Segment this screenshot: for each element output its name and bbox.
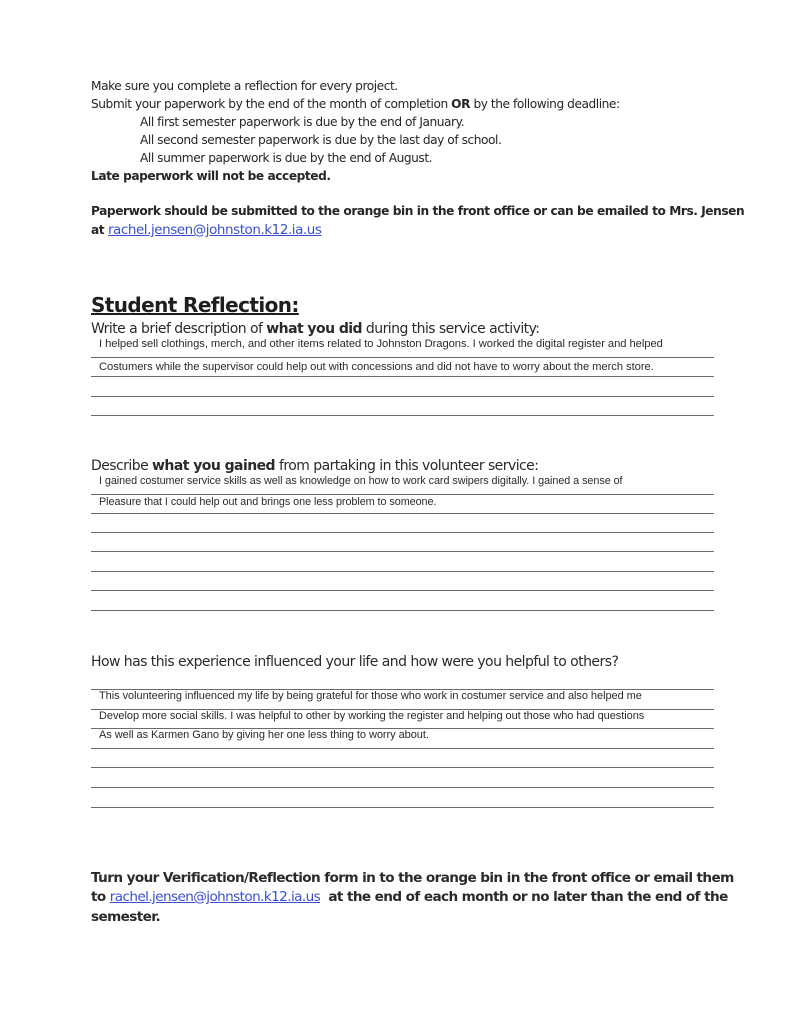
deadline-summer: All summer paperwork is due by the end of August.: [140, 151, 433, 165]
footer-email-link[interactable]: rachel.jensen@johnston.k12.ia.us: [109, 889, 321, 905]
answer-3-line-2[interactable]: Develop more social skills. I was helpful to other by working the register and helping out those who had questions: [99, 710, 645, 722]
email-link[interactable]: rachel.jensen@johnston.k12.ia.us: [107, 222, 322, 238]
answer-rule: [91, 494, 714, 495]
answer-rule: [91, 415, 714, 416]
footer-line-2: [91, 889, 728, 905]
answer-rule: [91, 376, 714, 377]
answer-rule: [91, 787, 714, 788]
answer-rule: [91, 610, 714, 611]
answer-rule: [91, 396, 714, 397]
instruction-or-emphasis: OR: [451, 97, 471, 111]
answer-3-line-3[interactable]: As well as Karmen Gano by giving her one less thing to worry about.: [99, 729, 429, 741]
submission-instructions: Paperwork should be submitted to the orange bin in the front office or can be emailed to Mrs. Jensen: [91, 204, 745, 218]
answer-rule: [91, 357, 714, 358]
question-1-post: during this service activity:: [362, 321, 540, 337]
question-2-pre: Describe: [91, 458, 153, 474]
answer-3-line-1[interactable]: This volunteering influenced my life by being grateful for those who work in costumer service and also helped me: [99, 690, 642, 702]
question-what-you-did: [91, 321, 539, 337]
deadline-first-semester: All first semester paperwork is due by the end of January.: [140, 115, 465, 129]
answer-rule: [91, 807, 714, 808]
answer-rule: [91, 748, 714, 749]
instruction-line-1: Make sure you complete a reflection for every project.: [91, 79, 398, 93]
footer-to-label: to: [91, 889, 110, 905]
instruction-line-2: [91, 97, 620, 111]
question-2-post: from partaking in this volunteer service:: [275, 458, 539, 474]
answer-1-line-1[interactable]: I helped sell clothings, merch, and other items related to Johnston Dragons. I worked the digital register and helped: [99, 338, 663, 350]
reflection-title: Student Reflection:: [91, 293, 299, 317]
answer-rule: [91, 532, 714, 533]
answer-1-line-2[interactable]: Costumers while the supervisor could help out with concessions and did not have to worry about the merch store.: [99, 361, 654, 373]
answer-rule: [91, 590, 714, 591]
footer-line-2-post: at the end of each month or no later than the end of the: [320, 889, 728, 905]
question-influence: How has this experience influenced your life and how were you helpful to others?: [91, 654, 619, 670]
answer-2-line-1[interactable]: I gained costumer service skills as well as knowledge on how to work card swipers digitally. I gained a sense of: [99, 475, 623, 487]
answer-rule: [91, 571, 714, 572]
question-1-emphasis: what you did: [266, 321, 363, 337]
answer-rule: [91, 551, 714, 552]
question-1-pre: Write a brief description of: [91, 321, 267, 337]
late-paperwork-notice: Late paperwork will not be accepted.: [91, 169, 331, 183]
footer-line-3: semester.: [91, 909, 161, 925]
submission-email-line: [91, 222, 321, 238]
answer-rule: [91, 513, 714, 514]
submission-at-label: at: [91, 223, 108, 237]
deadline-second-semester: All second semester paperwork is due by the last day of school.: [140, 133, 502, 147]
answer-rule: [91, 767, 714, 768]
question-2-emphasis: what you gained: [152, 458, 276, 474]
footer-line-1: Turn your Verification/Reflection form in to the orange bin in the front office or email them: [91, 870, 734, 886]
instruction-line-2-pre: Submit your paperwork by the end of the month of completion: [91, 97, 452, 111]
question-what-you-gained: [91, 458, 538, 474]
answer-2-line-2[interactable]: Pleasure that I could help out and brings one less problem to someone.: [99, 496, 437, 508]
instruction-line-2-post: by the following deadline:: [470, 97, 620, 111]
